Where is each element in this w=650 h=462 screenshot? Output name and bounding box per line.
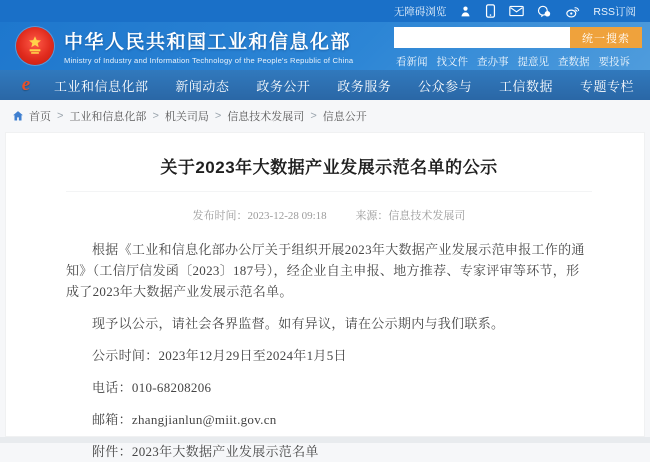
accessibility-link[interactable]: 无障碍浏览	[393, 5, 447, 18]
quick-links	[394, 54, 642, 69]
article-meta	[66, 207, 592, 223]
weibo-icon[interactable]	[565, 5, 580, 18]
ministry-title-cn: 中华人民共和国工业和信息化部	[64, 32, 352, 53]
main-nav	[0, 70, 650, 100]
breadcrumb-info-disclosure[interactable]: 信息公开	[322, 111, 367, 123]
breadcrumb-it-dept[interactable]: 信息技术发展司	[227, 111, 305, 123]
search-input[interactable]	[394, 27, 570, 48]
nav-item-gov-open[interactable]: 政务公开	[256, 78, 311, 94]
search-button[interactable]: 统一搜索	[570, 27, 642, 48]
breadcrumb-separator: >	[152, 110, 159, 122]
breadcrumb	[0, 100, 650, 132]
quick-link-news[interactable]: 看新闻	[396, 56, 428, 68]
breadcrumb-separator: >	[214, 110, 222, 122]
breadcrumb-home[interactable]: 首页	[29, 111, 51, 123]
miit-e-logo[interactable]: e	[21, 74, 31, 95]
article-card	[5, 132, 645, 459]
site-header	[0, 22, 650, 70]
paragraph: 邮箱：zhangjianlun@miit.gov.cn	[92, 412, 277, 427]
article-body	[66, 239, 592, 462]
quick-link-feedback[interactable]: 提意见	[517, 56, 549, 68]
attachment-line	[66, 441, 592, 462]
accessibility-icon[interactable]	[459, 5, 472, 18]
quick-link-complaint[interactable]: 要投诉	[598, 56, 630, 68]
paragraph: 电话：010-68208206	[92, 380, 212, 395]
nav-item-miit[interactable]: 工业和信息化部	[54, 78, 149, 94]
attachment-label: 附件：	[92, 444, 132, 459]
nav-item-gov-services[interactable]: 政务服务	[337, 78, 392, 94]
wechat-icon[interactable]	[537, 5, 552, 18]
publish-time: 发布时间：2023-12-28 09:18	[192, 210, 327, 222]
breadcrumb-departments[interactable]: 机关司局	[164, 111, 209, 123]
paragraph: 公示时间：2023年12月29日至2024年1月5日	[92, 348, 347, 363]
quick-link-services[interactable]: 查办事	[477, 56, 509, 68]
nav-item-data[interactable]: 工信数据	[499, 78, 554, 94]
breadcrumb-miit[interactable]: 工业和信息化部	[69, 111, 147, 123]
search-area	[394, 27, 642, 69]
source: 来源：信息技术发展司	[355, 210, 466, 222]
quick-link-data[interactable]: 查数据	[558, 56, 590, 68]
paragraph: 根据《工业和信息化部办公厅关于组织开展2023年大数据产业发展示范申报工作的通知》（工信厅信发函〔2023〕187号），经企业自主申报、地方推荐、专家评审等环节，形成了2023年大数据产业发展示范名单。	[66, 242, 585, 299]
home-icon	[12, 110, 24, 122]
paragraph: 现予以公示，请社会各界监督。如有异议，请在公示期内与我们联系。	[92, 316, 505, 331]
national-emblem-logo[interactable]	[16, 27, 54, 65]
nav-item-news[interactable]: 新闻动态	[175, 78, 230, 94]
ministry-titles	[64, 27, 353, 65]
ministry-title-en: Ministry of Industry and Information Technology of the People's Republic of China	[64, 56, 354, 65]
mail-icon[interactable]	[509, 5, 524, 17]
nav-item-participation[interactable]: 公众参与	[418, 78, 473, 94]
mobile-icon[interactable]	[485, 4, 496, 18]
attachment-link[interactable]: 2023年大数据产业发展示范名单	[131, 444, 319, 459]
nav-item-topics[interactable]: 专题专栏	[579, 78, 634, 94]
rss-link[interactable]: RSS订阅	[593, 5, 636, 18]
quick-link-files[interactable]: 找文件	[436, 56, 468, 68]
article-title: 关于2023年大数据产业发展示范名单的公示	[66, 153, 592, 192]
breadcrumb-separator: >	[310, 110, 317, 122]
breadcrumb-separator: >	[57, 110, 64, 122]
top-utility-bar	[0, 0, 650, 22]
